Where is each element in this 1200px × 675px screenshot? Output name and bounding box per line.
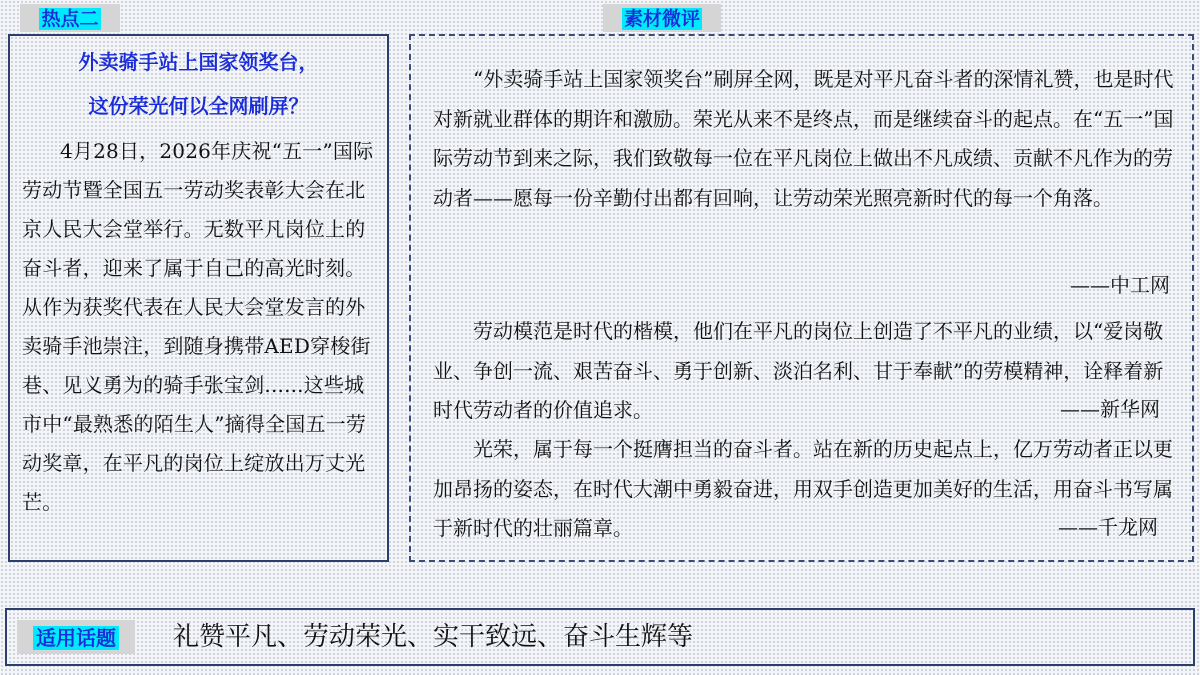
applicable-topics-label-text: 适用话题	[33, 626, 119, 650]
commentary-paragraph-1: “外卖骑手站上国家领奖台”刷屏全网，既是对平凡奋斗者的深情礼赞，也是时代对新就业群体的期许和激励。荣光从来不是终点，而是继续奋斗的起点。在“五一”国际劳动节到来之际，我们致敬每一位在平凡岗位上做出不凡成绩、贡献不凡作为的劳动者——愿每一份辛勤付出都有回响，让劳动荣光照亮新时代的每一个角落。	[433, 67, 1174, 210]
news-body	[22, 132, 378, 522]
commentary-paragraph-2: 劳动模范是时代的楷模，他们在平凡的岗位上创造了不平凡的业绩，以“爱岗敬业、争创一流、艰苦奋斗、勇于创新、淡泊名利、甘于奉献”的劳模精神，诠释着新时代劳动者的价值追求。	[433, 319, 1164, 422]
commentary-panel	[409, 34, 1194, 562]
applicable-topics-text: 礼赞平凡、劳动荣光、实干致远、奋斗生辉等	[173, 622, 694, 652]
hot-topic-label-text: 热点二	[41, 7, 99, 30]
commentary-source-2: ——新华网	[1060, 397, 1160, 421]
news-body-text: 4月28日，2026年庆祝“五一”国际劳动节暨全国五一劳动奖表彰大会在北京人民大会堂举行。无数平凡岗位上的奋斗者，迎来了属于自己的高光时刻。从作为获奖代表在人民大会堂发言的外卖骑手池崇注，到随身携带AED穿梭街巷、见义勇为的骑手张宝剑......这些城市中“最熟悉的陌生人”摘得全国五一劳动奖章，在平凡的岗位上绽放出万丈光芒。	[22, 139, 374, 514]
news-panel	[8, 34, 389, 562]
commentary-source-1: ——中工网	[1070, 273, 1170, 297]
applicable-topics-label	[17, 620, 135, 654]
commentary-source-3: ——千龙网	[1058, 515, 1158, 539]
applicable-topics-bar	[5, 608, 1195, 666]
review-label	[603, 4, 721, 32]
news-headline-line-2: 这份荣光何以全网刷屏？	[88, 94, 309, 118]
commentary-paragraph-3: 光荣，属于每一个挺膺担当的奋斗者。站在新的历史起点上，亿万劳动者正以更加昂扬的姿态，在时代大潮中勇毅奋进，用双手创造更加美好的生活，用奋斗书写属于新时代的壮丽篇章。	[433, 437, 1173, 540]
review-label-text: 素材微评	[623, 7, 700, 30]
hot-topic-label	[20, 4, 120, 32]
news-headline-line-1: 外卖骑手站上国家领奖台，	[78, 50, 319, 74]
